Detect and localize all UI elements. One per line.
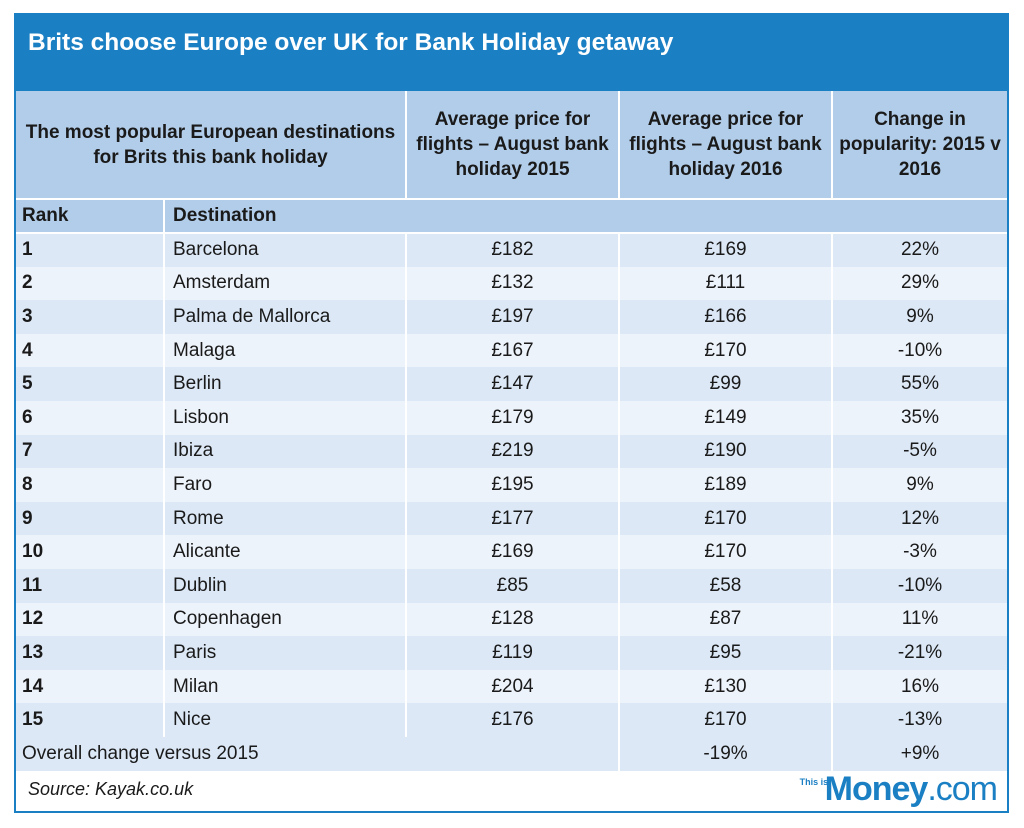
change-cell: 22% <box>832 233 1007 267</box>
change-cell: 9% <box>832 300 1007 334</box>
price-2016-cell: £95 <box>619 636 832 670</box>
change-cell: 12% <box>832 502 1007 536</box>
header-price-2015: Average price for flights – August bank holiday 2015 <box>406 91 619 199</box>
price-2016-cell: £190 <box>619 435 832 469</box>
infographic-frame <box>14 13 1009 813</box>
logo-suffix: .com <box>927 770 997 808</box>
price-2015-cell: £204 <box>406 670 619 704</box>
destination-cell: Copenhagen <box>164 603 406 637</box>
destination-cell: Nice <box>164 703 406 737</box>
table-row <box>16 569 1007 603</box>
table-header-row <box>16 91 1007 199</box>
rank-cell: 15 <box>16 703 164 737</box>
table-row <box>16 367 1007 401</box>
change-cell: 16% <box>832 670 1007 704</box>
destinations-table <box>16 91 1007 771</box>
price-2016-cell: £170 <box>619 703 832 737</box>
table-row <box>16 334 1007 368</box>
destination-cell: Rome <box>164 502 406 536</box>
change-cell: 29% <box>832 267 1007 301</box>
rank-cell: 6 <box>16 401 164 435</box>
change-cell: -10% <box>832 569 1007 603</box>
price-2015-cell: £182 <box>406 233 619 267</box>
price-2015-cell: £176 <box>406 703 619 737</box>
destination-cell: Milan <box>164 670 406 704</box>
table-row <box>16 636 1007 670</box>
price-2016-cell: £87 <box>619 603 832 637</box>
destination-cell: Berlin <box>164 367 406 401</box>
thisismoney-logo <box>800 770 997 808</box>
price-2016-cell: £169 <box>619 233 832 267</box>
destination-cell: Dublin <box>164 569 406 603</box>
destination-cell: Lisbon <box>164 401 406 435</box>
price-2016-cell: £170 <box>619 502 832 536</box>
destination-cell: Alicante <box>164 535 406 569</box>
rank-cell: 1 <box>16 233 164 267</box>
rank-cell: 3 <box>16 300 164 334</box>
price-2016-cell: £111 <box>619 267 832 301</box>
price-2015-cell: £147 <box>406 367 619 401</box>
table-row <box>16 603 1007 637</box>
rank-cell: 14 <box>16 670 164 704</box>
price-2016-cell: £58 <box>619 569 832 603</box>
price-2016-cell: £189 <box>619 468 832 502</box>
total-row <box>16 737 1007 771</box>
table-row <box>16 435 1007 469</box>
rank-cell: 11 <box>16 569 164 603</box>
price-2016-cell: £166 <box>619 300 832 334</box>
header-destinations: The most popular European destinations for Brits this bank holiday <box>16 91 406 199</box>
logo-prefix: This is <box>799 777 829 787</box>
price-2015-cell: £85 <box>406 569 619 603</box>
price-2015-cell: £177 <box>406 502 619 536</box>
destination-cell: Malaga <box>164 334 406 368</box>
change-cell: -21% <box>832 636 1007 670</box>
change-cell: -10% <box>832 334 1007 368</box>
price-2015-cell: £197 <box>406 300 619 334</box>
destination-cell: Paris <box>164 636 406 670</box>
rank-cell: 5 <box>16 367 164 401</box>
subheader-rank: Rank <box>16 199 164 233</box>
table-row <box>16 233 1007 267</box>
table-row <box>16 670 1007 704</box>
destination-cell: Palma de Mallorca <box>164 300 406 334</box>
change-cell: 55% <box>832 367 1007 401</box>
rank-cell: 9 <box>16 502 164 536</box>
rank-cell: 13 <box>16 636 164 670</box>
total-price-2016: -19% <box>619 737 832 771</box>
price-2015-cell: £219 <box>406 435 619 469</box>
price-2015-cell: £195 <box>406 468 619 502</box>
price-2015-cell: £179 <box>406 401 619 435</box>
subheader-row <box>16 199 1007 233</box>
price-2015-cell: £132 <box>406 267 619 301</box>
rank-cell: 8 <box>16 468 164 502</box>
rank-cell: 10 <box>16 535 164 569</box>
rank-cell: 7 <box>16 435 164 469</box>
rank-cell: 2 <box>16 267 164 301</box>
title-bar <box>16 15 1007 91</box>
total-label: Overall change versus 2015 <box>16 737 619 771</box>
price-2015-cell: £167 <box>406 334 619 368</box>
table-row <box>16 401 1007 435</box>
rank-cell: 12 <box>16 603 164 637</box>
change-cell: 35% <box>832 401 1007 435</box>
price-2015-cell: £128 <box>406 603 619 637</box>
table-row <box>16 535 1007 569</box>
source-note: Source: Kayak.co.uk <box>28 779 194 799</box>
total-change: +9% <box>832 737 1007 771</box>
table-row <box>16 703 1007 737</box>
change-cell: 9% <box>832 468 1007 502</box>
table-row <box>16 300 1007 334</box>
price-2016-cell: £130 <box>619 670 832 704</box>
change-cell: 11% <box>832 603 1007 637</box>
table-row <box>16 468 1007 502</box>
table-body <box>16 199 1007 771</box>
price-2016-cell: £99 <box>619 367 832 401</box>
destination-cell: Amsterdam <box>164 267 406 301</box>
change-cell: -13% <box>832 703 1007 737</box>
header-price-2016: Average price for flights – August bank holiday 2016 <box>619 91 832 199</box>
header-change: Change in popularity: 2015 v 2016 <box>832 91 1007 199</box>
table-row <box>16 502 1007 536</box>
price-2015-cell: £169 <box>406 535 619 569</box>
change-cell: -3% <box>832 535 1007 569</box>
logo-main: Money <box>824 770 928 808</box>
rank-cell: 4 <box>16 334 164 368</box>
price-2016-cell: £170 <box>619 535 832 569</box>
table-row <box>16 267 1007 301</box>
price-2016-cell: £170 <box>619 334 832 368</box>
change-cell: -5% <box>832 435 1007 469</box>
destination-cell: Faro <box>164 468 406 502</box>
price-2015-cell: £119 <box>406 636 619 670</box>
price-2016-cell: £149 <box>619 401 832 435</box>
destination-cell: Ibiza <box>164 435 406 469</box>
page-title: Brits choose Europe over UK for Bank Holiday getaway <box>28 29 674 56</box>
subheader-destination: Destination <box>164 199 1007 233</box>
destination-cell: Barcelona <box>164 233 406 267</box>
